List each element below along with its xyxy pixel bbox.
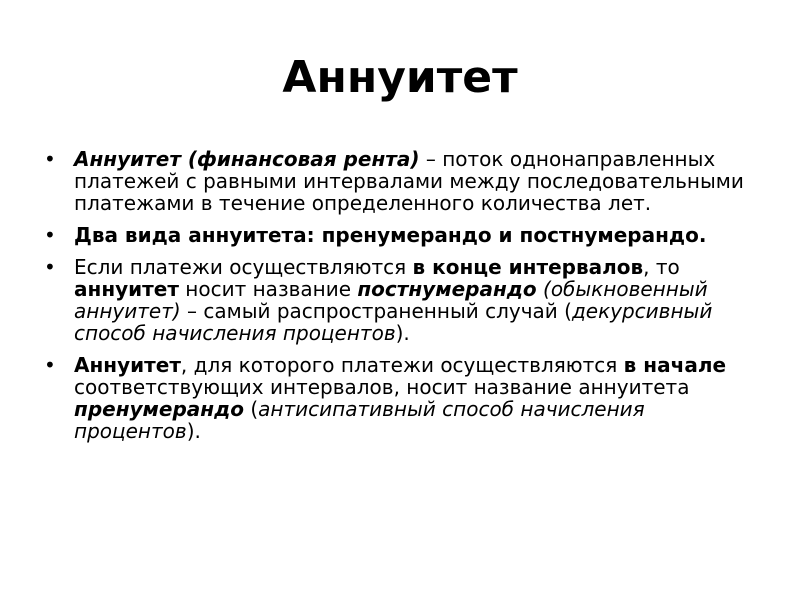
postnumerando-text-4: – самый распространенный случай ( bbox=[180, 299, 572, 323]
postnumerando-text-5: ). bbox=[395, 321, 410, 345]
prenumerando-text-4: ). bbox=[186, 419, 201, 443]
bullet-dot-icon: • bbox=[44, 255, 56, 279]
prenumerando-emph-start: в начале bbox=[623, 353, 727, 377]
postnumerando-emph-annuity: аннуитет bbox=[74, 277, 179, 301]
prenumerando-text-2: соответствующих интервалов, носит название аннуитета bbox=[74, 375, 690, 399]
prenumerando-text-3: ( bbox=[244, 397, 259, 421]
postnumerando-text-2: , то bbox=[643, 255, 680, 279]
bullet-list bbox=[44, 148, 760, 452]
postnumerando-decursive: декурсивный способ начисления процентов bbox=[74, 299, 713, 345]
slide-title: Аннуитет bbox=[282, 52, 518, 103]
bullet-dot-icon: • bbox=[44, 353, 56, 377]
postnumerando-term: постнумерандо bbox=[357, 277, 537, 301]
bullet-prenumerando bbox=[44, 354, 760, 442]
two-types-text: Два вида аннуитета: пренумерандо и постнумерандо. bbox=[74, 223, 707, 247]
bullet-dot-icon: • bbox=[44, 223, 56, 247]
bullet-two-types bbox=[44, 224, 760, 246]
postnumerando-emph-end: в конце интервалов bbox=[412, 255, 644, 279]
definition-text: – поток однонаправленных платежей с равными интервалами между последовательными платежами в течение определенного количества лет. bbox=[74, 147, 744, 215]
prenumerando-text-1: , для которого платежи осуществляются bbox=[180, 353, 624, 377]
bullet-dot-icon: • bbox=[44, 147, 56, 171]
postnumerando-ordinary: (обыкновенный аннуитет) bbox=[74, 277, 708, 323]
postnumerando-text-1: Если платежи осуществляются bbox=[74, 255, 413, 279]
definition-term: Аннуитет (финансовая рента) bbox=[74, 147, 420, 171]
bullet-definition bbox=[44, 148, 760, 214]
bullet-postnumerando bbox=[44, 256, 760, 344]
postnumerando-text-3: носит название bbox=[178, 277, 358, 301]
prenumerando-emph-annuity: Аннуитет bbox=[74, 353, 181, 377]
prenumerando-term: пренумерандо bbox=[74, 397, 244, 421]
prenumerando-anticipative: антисипативный способ начисления процентов bbox=[74, 397, 645, 443]
